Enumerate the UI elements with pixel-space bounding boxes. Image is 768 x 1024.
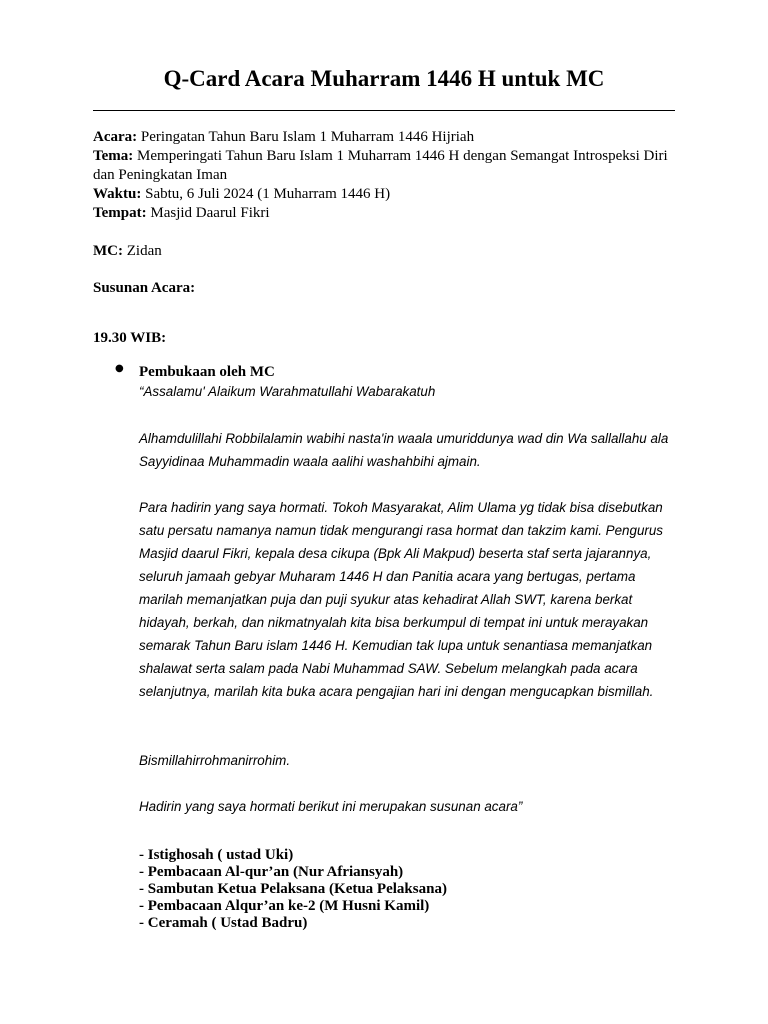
document-title: Q-Card Acara Muharram 1446 H untuk MC — [163, 66, 605, 91]
mc-line — [93, 242, 162, 261]
tema-label: Tema: — [93, 148, 134, 164]
title-divider — [93, 110, 675, 111]
tempat-value: Masjid Daarul Fikri — [146, 205, 270, 221]
mc-value: Zidan — [123, 243, 162, 259]
time-heading: 19.30 WIB: — [93, 330, 167, 346]
susunan-acara-heading: Susunan Acara: — [93, 280, 196, 296]
opening-heading: Pembukaan oleh MC — [139, 364, 275, 380]
event-details — [93, 128, 693, 223]
waktu-line — [93, 185, 693, 204]
waktu-label: Waktu: — [93, 186, 142, 202]
bullet-icon: ● — [115, 363, 124, 374]
mc-label: MC: — [93, 243, 123, 259]
agenda-item: - Ceramah ( Ustad Badru) — [139, 915, 308, 931]
waktu-value: Sabtu, 6 Juli 2024 (1 Muharram 1446 H) — [141, 186, 391, 202]
opening-greeting: “Assalamu' Alaikum Warahmatullahi Wabarakatuh — [139, 384, 436, 399]
opening-paragraph-3: Bismillahirrohmanirrohim. — [139, 753, 291, 768]
agenda-item: - Sambutan Ketua Pelaksana (Ketua Pelaksana) — [139, 881, 447, 897]
opening-paragraph-1: Alhamdulillahi Robbilalamin wabihi nasta'in waala umuriddunya wad din Wa sallallahu ala Sayyidinaa Muhammadin waala aalihi washahbihi ajmain. — [139, 431, 669, 469]
agenda-list — [139, 847, 447, 932]
agenda-item: - Pembacaan Alqur’an ke-2 (M Husni Kamil) — [139, 898, 430, 914]
tempat-line — [93, 204, 693, 223]
opening-paragraph-2: Para hadirin yang saya hormati. Tokoh Masyarakat, Alim Ulama yg tidak bisa disebutkan satu persatu namanya namun tidak mengurangi rasa hormat dan takzim kami. Pengurus Masjid daarul Fikri, kepala desa cikupa (Bpk Ali Makpud) beserta staf serta jajarannya, seluruh jamaah gebyar Muharam 1446 H dan Panitia acara yang bertugas, pertama marilah memanjatkan puja dan puji syukur atas kehadirat Allah SWT, karena berkat hidayah, berkah, dan nikmatnyalah kita bisa berkumpul di tempat ini untuk merayakan semarak Tahun Baru islam 1446 H. Kemudian tak lupa untuk senantiasa memanjatkan shalawat serta salam pada Nabi Muhammad SAW. Sebelum melangkah pada acara selanjutnya, marilah kita buka acara pengajian hari ini dengan mengucapkan bismillah. — [139, 500, 664, 699]
tema-line — [93, 147, 693, 185]
acara-line — [93, 128, 693, 147]
agenda-item: - Istighosah ( ustad Uki) — [139, 847, 294, 863]
acara-label: Acara: — [93, 129, 138, 145]
acara-value: Peringatan Tahun Baru Islam 1 Muharram 1446 Hijriah — [137, 129, 475, 145]
agenda-item: - Pembacaan Al-qur’an (Nur Afriansyah) — [139, 864, 404, 880]
tema-value: Memperingati Tahun Baru Islam 1 Muharram 1446 H dengan Semangat Introspeksi Diri dan Peningkatan Iman — [93, 148, 668, 183]
opening-paragraph-4: Hadirin yang saya hormati berikut ini merupakan susunan acara” — [139, 799, 523, 814]
tempat-label: Tempat: — [93, 205, 147, 221]
